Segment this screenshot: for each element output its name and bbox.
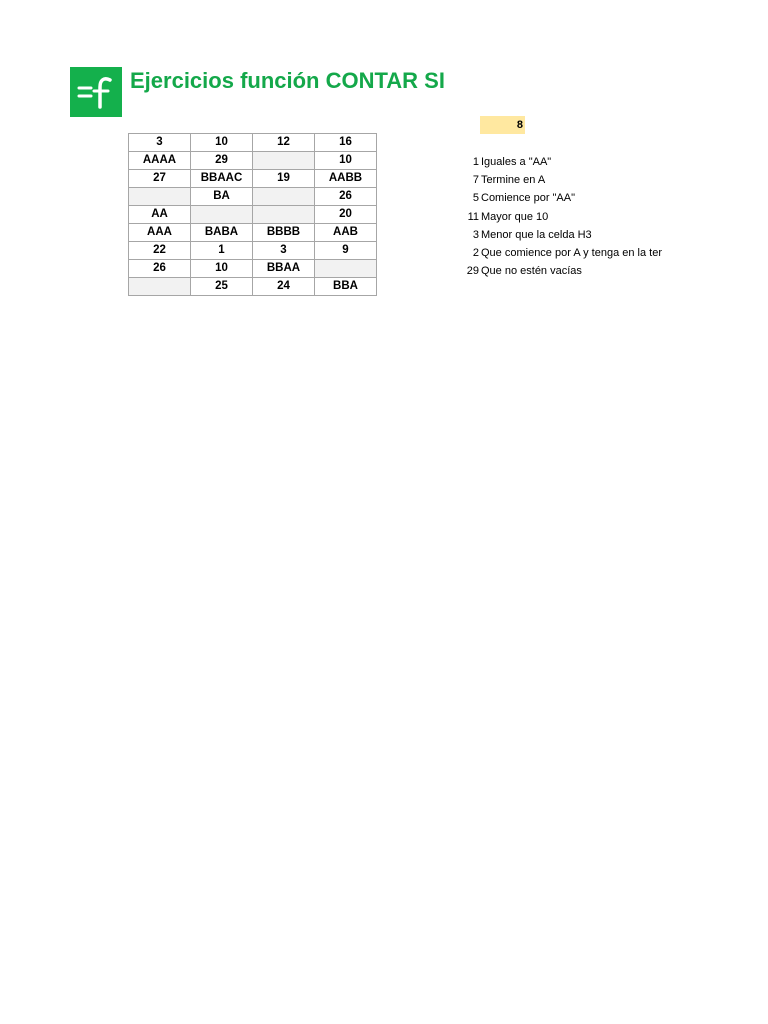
grid-cell[interactable]: BA [191, 188, 253, 206]
result-label: Que comience por A y tenga en la ter [481, 247, 663, 260]
grid-cell[interactable]: AABB [315, 170, 377, 188]
grid-cell[interactable]: BBAAC [191, 170, 253, 188]
grid-cell[interactable]: BBAA [253, 260, 315, 278]
grid-cell[interactable]: AAA [129, 224, 191, 242]
grid-cell[interactable]: 26 [129, 260, 191, 278]
grid-cell[interactable]: 9 [315, 242, 377, 260]
grid-cell[interactable]: 25 [191, 278, 253, 296]
result-label: Menor que la celda H3 [481, 228, 592, 241]
grid-cell[interactable] [315, 260, 377, 278]
table-row [129, 242, 377, 260]
grid-cell[interactable] [253, 152, 315, 170]
grid-cell[interactable]: AAAA [129, 152, 191, 170]
highlighted-result-cell[interactable]: 8 [480, 116, 525, 134]
list-item [452, 262, 662, 280]
result-value[interactable]: 1 [472, 156, 479, 168]
result-value[interactable]: 29 [466, 265, 479, 278]
grid-cell[interactable] [253, 188, 315, 206]
grid-cell[interactable]: 10 [191, 134, 253, 152]
grid-cell[interactable] [191, 206, 253, 224]
result-label: Comience por "AA" [481, 192, 576, 205]
results-list [452, 153, 662, 280]
grid-cell[interactable]: 12 [253, 134, 315, 152]
grid-cell[interactable]: 22 [129, 242, 191, 260]
result-label: Iguales a "AA" [481, 156, 552, 168]
list-item [452, 226, 662, 244]
result-value[interactable]: 11 [467, 210, 479, 223]
grid-cell[interactable]: BBA [315, 278, 377, 296]
result-label: Mayor que 10 [481, 210, 549, 223]
grid-cell[interactable]: 19 [253, 170, 315, 188]
grid-cell[interactable] [253, 206, 315, 224]
result-value[interactable]: 3 [472, 228, 479, 241]
list-item [452, 171, 662, 189]
grid-cell[interactable]: BBBB [253, 224, 315, 242]
table-row [129, 278, 377, 296]
table-row [129, 188, 377, 206]
grid-cell[interactable] [129, 188, 191, 206]
result-value[interactable]: 5 [472, 192, 479, 205]
result-label: Que no estén vacías [481, 265, 582, 278]
result-value[interactable]: 2 [472, 247, 479, 260]
grid-cell[interactable] [129, 278, 191, 296]
list-item [452, 244, 662, 262]
grid-cell[interactable]: 26 [315, 188, 377, 206]
grid-cell[interactable]: 16 [315, 134, 377, 152]
grid-cell[interactable]: 27 [129, 170, 191, 188]
grid-cell[interactable]: 10 [315, 152, 377, 170]
grid-cell[interactable]: AA [129, 206, 191, 224]
table-row [129, 134, 377, 152]
grid-cell[interactable]: 3 [253, 242, 315, 260]
result-label: Termine en A [481, 174, 546, 187]
data-grid [128, 133, 377, 296]
list-item [452, 189, 662, 207]
grid-cell[interactable]: AAB [315, 224, 377, 242]
result-value[interactable]: 7 [472, 174, 479, 187]
list-item [452, 208, 662, 226]
grid-cell[interactable]: BABA [191, 224, 253, 242]
table-row [129, 206, 377, 224]
table-row [129, 224, 377, 242]
page-title: Ejercicios función CONTAR SI [130, 68, 445, 93]
table-row [129, 170, 377, 188]
grid-cell[interactable]: 3 [129, 134, 191, 152]
grid-cell[interactable]: 24 [253, 278, 315, 296]
equals-f-logo-icon [70, 67, 122, 117]
grid-cell[interactable]: 10 [191, 260, 253, 278]
grid-cell[interactable]: 20 [315, 206, 377, 224]
grid-cell[interactable]: 1 [191, 242, 253, 260]
table-row [129, 260, 377, 278]
grid-cell[interactable]: 29 [191, 152, 253, 170]
table-row [129, 152, 377, 170]
list-item [452, 153, 662, 171]
